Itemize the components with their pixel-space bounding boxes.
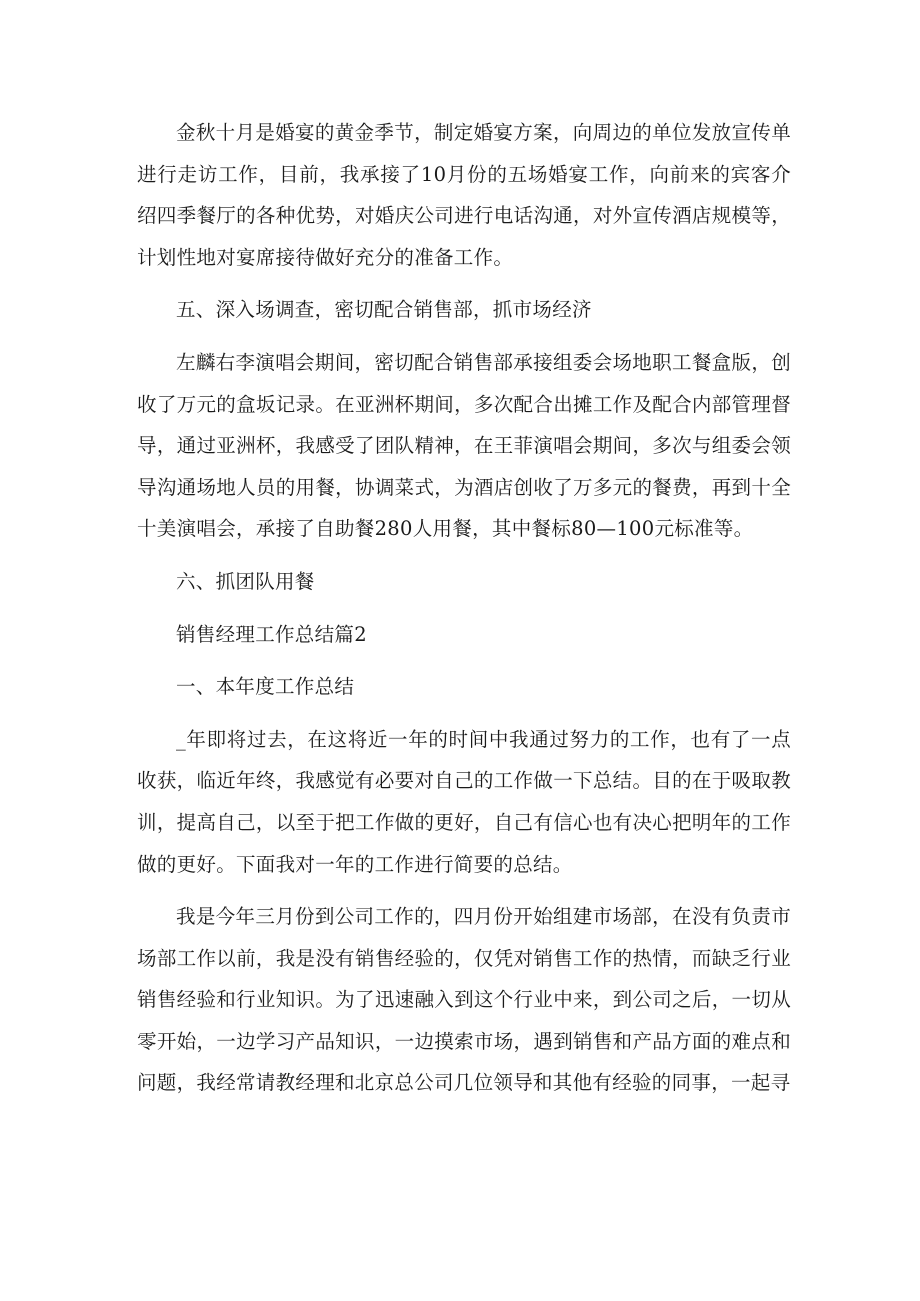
document-body	[137, 112, 791, 1115]
paragraph-year-intro: _年即将过去，在这将近一年的时间中我通过努力的工作，也有了一点收获，临近年终，我感觉有必要对自己的工作做一下总结。目的在于吸取教训，提高自己，以至于把工作做的更好，自己有信心也有决心把明年的工作做的更好。下面我对一年的工作进行简要的总结。	[137, 727, 791, 876]
heading-section-five: 五、深入场调查，密切配合销售部，抓市场经济	[176, 298, 592, 322]
heading-article-two: 销售经理工作总结篇2	[176, 622, 367, 646]
paragraph-october-weddings: 金秋十月是婚宴的黄金季节，制定婚宴方案，向周边的单位发放宣传单进行走访工作，目前，我承接了10月份的五场婚宴工作，向前来的宾客介绍四季餐厅的各种优势，对婚庆公司进行电话沟通，对外宣传酒店规模等，计划性地对宴席接待做好充分的准备工作。	[137, 121, 791, 269]
paragraph-concerts: 左麟右李演唱会期间，密切配合销售部承接组委会场地职工餐盒版，创收了万元的盒坂记录。在亚洲杯期间，多次配合出摊工作及配合内部管理督导，通过亚洲杯，我感受了团队精神，在王菲演唱会期间，多次与组委会领导沟通场地人员的用餐，协调菜式，为酒店创收了万多元的餐费，再到十全十美演唱会，承接了自助餐280人用餐，其中餐标80—100元标准等。	[137, 350, 791, 541]
heading-section-six: 六、抓团队用餐	[176, 569, 315, 593]
paragraph-joining-company: 我是今年三月份到公司工作的，四月份开始组建市场部，在没有负责市场部工作以前，我是没有销售经验的，仅凭对销售工作的热情，而缺乏行业销售经验和行业知识。为了迅速融入到这个行业中来，到公司之后，一切从零开始，一边学习产品知识，一边摸索市场，遇到销售和产品方面的难点和问题，我经常请教经理和北京总公司几位领导和其他有经验的同事，一起寻	[137, 905, 791, 1095]
heading-annual-summary: 一、本年度工作总结	[176, 675, 355, 699]
